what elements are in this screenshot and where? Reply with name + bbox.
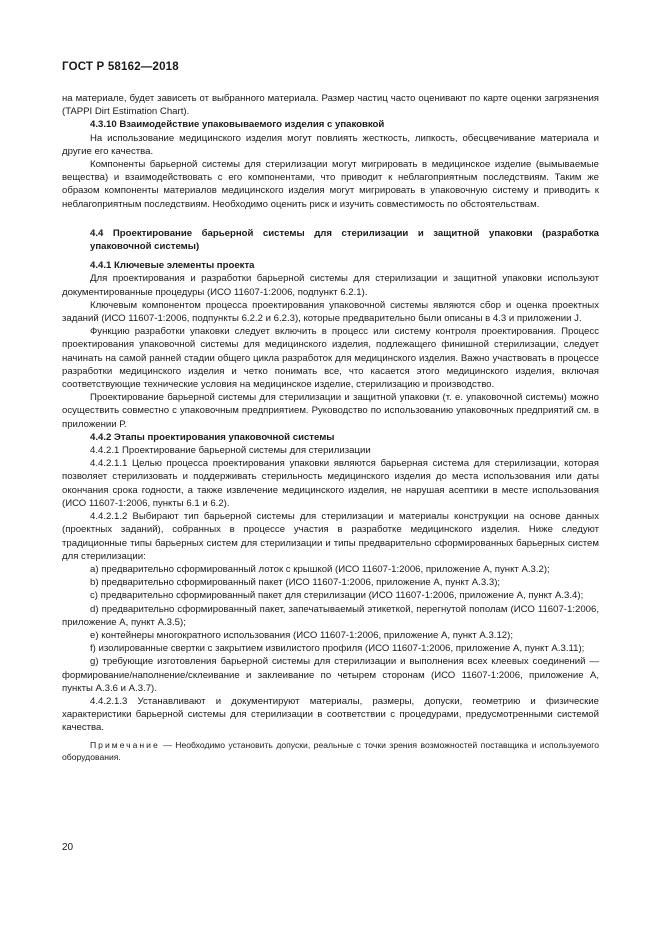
paragraph: Проектирование барьерной системы для стерилизации и защитной упаковки (т. е. упаковочной системы) можно осуществить совместно с упаковочным предприятием. Руководство по использованию упаковочных предприятий см. в приложении Р.	[62, 392, 599, 430]
paragraph: 4.4.2.1.3 Устанавливают и документируют материалы, размеры, допуски, геометрию и физические характеристики барьерной системы для стерилизации в соответствии с процедурами, предусмотренными системой качества.	[62, 695, 599, 734]
note-label: Примечание	[90, 739, 160, 750]
paragraph: 4.4.2.1.1 Целью процесса проектирования упаковки являются барьерная система для стерилизации, которая позволяет стерилизовать и поддерживать стерильность медицинского изделия до места использования или даты окончания срока годности, а также извлечение медицинского изделия, не нарушая асептики в месте использования (ИСО 11607-1:2006, пункты 6.1 и 6.2).	[62, 458, 599, 509]
note	[62, 739, 599, 763]
document-header: ГОСТ Р 58162—2018	[62, 61, 179, 73]
paragraph: Компоненты барьерной системы для стерилизации могут мигрировать в медицинское изделие (вымываемые вещества) и взаимодействовать с его компонентами, что приводит к неблагоприятным последствиям. Таким же образом компоненты материалов медицинского изделия могут мигрировать в упаковочную систему и приводить к неблагоприятным последствиям. Необходимо оценить риск и изучить совместимость по обстоятельствам.	[62, 159, 599, 210]
note-text: — Необходимо установить допуски, реальные с точки зрения возможностей поставщика и используемого оборудования.	[62, 739, 599, 762]
paragraph: 4.4.2.1 Проектирование барьерной системы для стерилизации	[90, 445, 371, 457]
section-heading-4-4: 4.4 Проектирование барьерной системы для стерилизации и защитной упаковки (разработка упаковочной системы)	[90, 227, 599, 253]
list-item: e) контейнеры многократного использования (ИСО 11607-1:2006, приложение А, пункт А.3.12);	[90, 629, 513, 641]
list-item: b) предварительно сформированный пакет (ИСО 11607-1:2006, приложение А, пункт А.3.3);	[90, 577, 501, 589]
paragraph: Функцию разработки упаковки следует включить в процесс или систему контроля проектирования. Процесс проектирования упаковочной системы для медицинского изделия, подлежащего финишной стерилизации, следует начинать на самой ранней стадии общего цикла разработок для медицинского изделия. Важно участвовать в процессе разработки медицинского изделия и четко понимать все, что касается этого медицинского изделия, включая соответствующие технические условия на медицинское изделие, стерилизацию и производство.	[62, 326, 599, 391]
paragraph: на материале, будет зависеть от выбранного материала. Размер частиц часто оценивают по карте оценки загрязнения (TAPPI Dirt Estimation Chart).	[62, 93, 599, 118]
list-item: a) предварительно сформированный лоток с крышкой (ИСО 11607-1:2006, приложение А, пункт А.3.2);	[90, 563, 550, 575]
list-item: c) предварительно сформированный пакет для стерилизации (ИСО 11607-1:2006, приложение А, пункт А.3.4);	[90, 590, 584, 602]
paragraph: Для проектирования и разработки барьерной системы для стерилизации и защитной упаковки используют документированные процедуры (ИСО 11607-1:2006, подпункт 6.2.1).	[62, 273, 599, 298]
page-number: 20	[62, 842, 74, 853]
page-body	[62, 92, 599, 763]
paragraph: Ключевым компонентом процесса проектирования упаковочной системы являются сбор и оценка проектных заданий (ИСО 11607-1:2006, подпункты 6.2.2 и 6.2.3), которые предварительно были описаны в 4.3 и приложении J.	[62, 299, 599, 325]
list-item: g) требующие изготовления барьерной системы для стерилизации и выполнения всех клеевых соединений — формирование/наполнение/склеивание и заклеивание по четырем сторонам (ИСО 11607-1:2006, приложение А, пункты А.3.6 и А.3.7).	[62, 656, 599, 694]
section-heading-4-4-2: 4.4.2 Этапы проектирования упаковочной системы	[90, 431, 335, 443]
paragraph: 4.4.2.1.2 Выбирают тип барьерной системы для стерилизации и материалы конструкции на основе данных (проектных заданий), собранных в процессе участия в разработке медицинского изделия. Ниже следуют традиционные типы барьерных систем для стерилизации и типы предварительно сформированных барьерных систем для стерилизации:	[62, 511, 599, 562]
list-item: f) изолированные свертки с закрытием извилистого профиля (ИСО 11607-1:2006, приложение А, пункт А.3.11);	[90, 643, 585, 655]
section-heading-4-3-10: 4.3.10 Взаимодействие упаковываемого изделия с упаковкой	[90, 119, 385, 131]
paragraph: На использование медицинского изделия могут повлиять жесткость, липкость, обесцвечивание материала и другие его качества.	[62, 132, 599, 157]
list-item: d) предварительно сформированный пакет, запечатываемый этикеткой, перегнутой пополам (ИСО 11607-1:2006, приложение А, пункт А.3.5);	[62, 603, 599, 628]
section-heading-4-4-1: 4.4.1 Ключевые элементы проекта	[90, 260, 255, 272]
